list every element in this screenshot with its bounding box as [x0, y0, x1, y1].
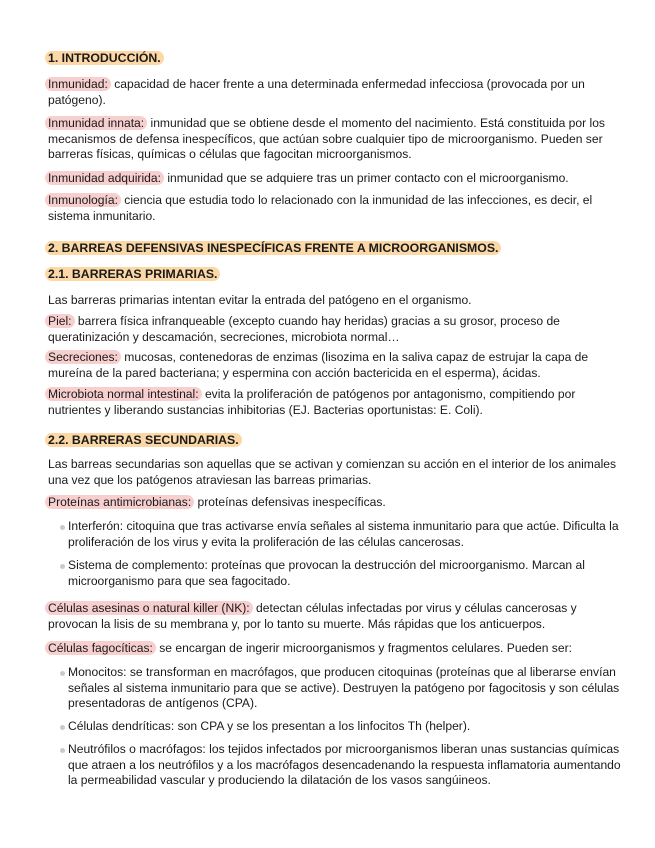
term-celulas-nk: Células asesinas o natural killer (NK): — [45, 601, 253, 615]
def-inmunidad: Inmunidad: capacidad de hacer frente a una determinada enfermedad infecciosa (provocada por un patógeno). — [48, 77, 618, 108]
term-inmunidad: Inmunidad: — [45, 77, 111, 91]
list-item-neutrofilos: Neutrófilos o macrófagos: los tejidos infectados por microorganismos liberan unas sustancias químicas que atraen a los neutrófilos y a los macrófagos desencadenando la respuesta inflamatoria aumentando la permeabilidad vascular y produciendo la dilatación de los vasos sangúineos. — [60, 742, 624, 789]
bullet-icon — [60, 725, 65, 730]
section-2-heading: 2. BARREAS DEFENSIVAS INESPECÍFICAS FRENTE A MICROORGANISMOS. — [48, 240, 618, 256]
section-2-1-heading: 2.1. BARRERAS PRIMARIAS. — [48, 266, 618, 282]
section-2-2-intro: Las barreas secundarias son aquellas que se activan y comienzan su acción en el interior de los animales una vez que los patógenos atraviesan las barreas primarias. — [48, 457, 617, 487]
section-2-2-heading: 2.2. BARRERAS SECUNDARIAS. — [48, 432, 618, 448]
list-item-complemento: Sistema de complemento: proteínas que provocan la destrucción del microorganismo. Marcan al microorganismo para que sea fagocitado. — [60, 558, 624, 589]
term-inmunidad-adquirida: Inmunidad adquirida: — [45, 171, 164, 185]
def-inmunidad-innata: Inmunidad innata: inmunidad que se obtiene desde el momento del nacimiento. Está constituida por los mecanismos de defensa inespecíficos, que actúan sobre cualquier tipo de microorganismo. Pueden ser barreras físicas, químicas o células que fagocitan microorganismos. — [48, 116, 618, 163]
def-piel: Piel: barrera física infranqueable (excepto cuando hay heridas) gracias a su grosor, proceso de queratinización y descamación, secreciones, microbiota normal… — [48, 314, 618, 345]
def-proteinas-antimicrobianas: Proteínas antimicrobianas: proteínas defensivas inespecíficas. — [48, 495, 618, 511]
bullet-icon — [60, 525, 65, 530]
def-inmunidad-adquirida: Inmunidad adquirida: inmunidad que se adquiere tras un primer contacto con el microorganismo. — [48, 171, 618, 187]
list-item-dendriticas: Células dendríticas: son CPA y se los presentan a los linfocitos Th (helper). — [60, 719, 624, 735]
list-item-interferon: Interferón: citoquina que tras activarse envía señales al sistema inmunitario para que actúe. Dificulta la proliferación de los virus y evita la proliferación de las células cancerosas. — [60, 519, 624, 550]
def-celulas-fagociticas: Células fagocíticas: se encargan de ingerir microorganismos y fragmentos celulares. Pueden ser: — [48, 641, 618, 657]
term-microbiota: Microbiota normal intestinal: — [45, 387, 202, 401]
section-1-heading: 1. INTRODUCCIÓN. — [48, 50, 618, 66]
term-secreciones: Secreciones: — [45, 350, 121, 364]
list-item-monocitos: Monocitos: se transforman en macrófagos, que producen citoquinas (proteínas que al liberarse envían señales al sistema inmunitario para que se active). Destruyen la patógeno por fagocitosis y son células presentadoras de antígenos (CPA). — [60, 665, 624, 712]
term-inmunologia: Inmunología: — [45, 193, 121, 207]
bullet-icon — [60, 564, 65, 569]
term-inmunidad-innata: Inmunidad innata: — [45, 116, 147, 130]
def-inmunologia: Inmunología: ciencia que estudia todo lo relacionado con la inmunidad de las infecciones, es decir, el sistema inmunitario. — [48, 193, 618, 224]
section-2-1-intro: Las barreras primarias intentan evitar la entrada del patógeno en el organismo. — [48, 293, 472, 307]
def-celulas-nk: Células asesinas o natural killer (NK): detectan células infectadas por virus y células cancerosas y provocan la lisis de su membrana y, por lo tanto su muerte. Más rápidas que los anticuerpos. — [48, 601, 618, 632]
def-microbiota: Microbiota normal intestinal: evita la proliferación de patógenos por antagonismo, compitiendo por nutrientes y liberando sustancias inhibitorias (EJ. Bacterias oportunistas: E. Coli). — [48, 387, 618, 418]
term-celulas-fagociticas: Células fagocíticas: — [45, 641, 156, 655]
bullet-icon — [60, 748, 65, 753]
bullet-icon — [60, 671, 65, 676]
term-proteinas-antimicrobianas: Proteínas antimicrobianas: — [45, 495, 194, 509]
def-secreciones: Secreciones: mucosas, contenedoras de enzimas (lisozima en la saliva capaz de estrujar la capa de mureína de la pared bacteriana; y espermina con acción bactericida en el esperma), ácidas. — [48, 350, 618, 381]
term-piel: Piel: — [45, 314, 75, 328]
